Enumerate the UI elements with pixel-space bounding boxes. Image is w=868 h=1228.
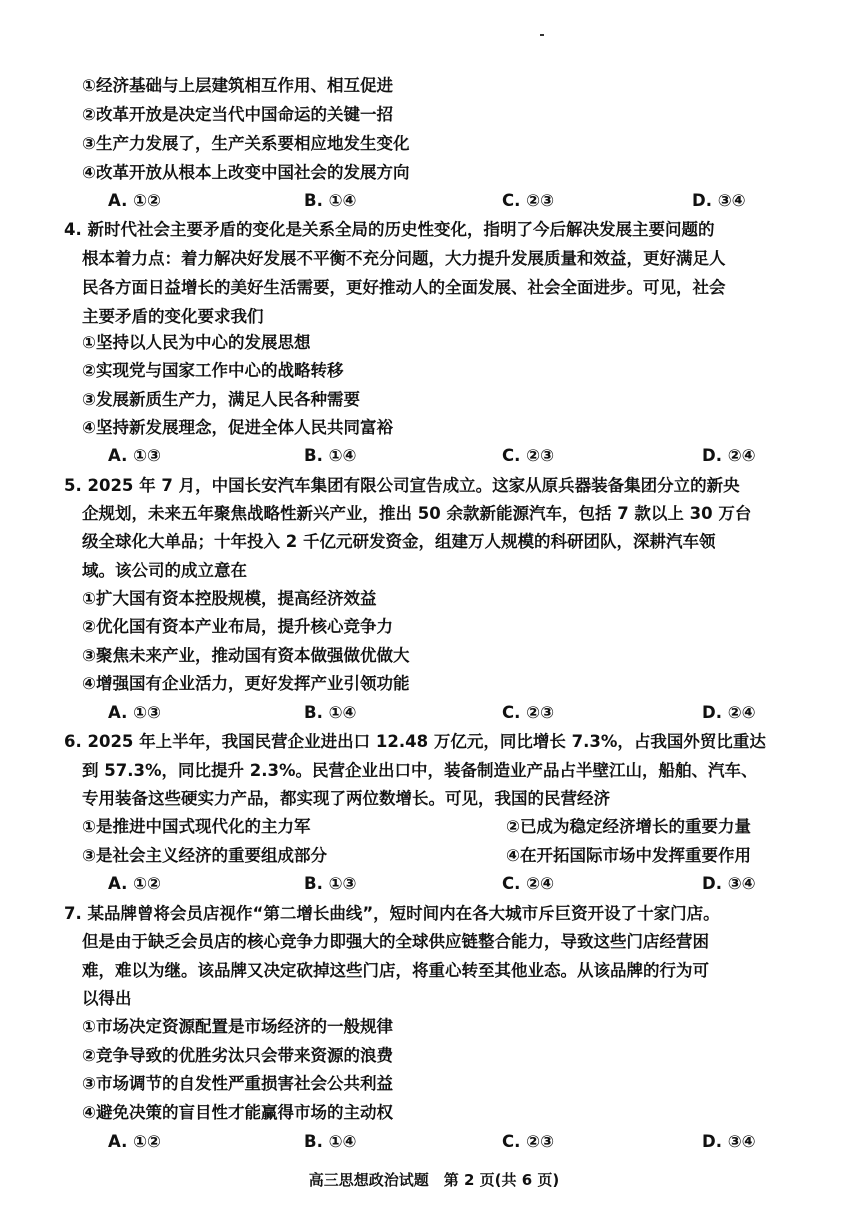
q4-stem-4: 主要矛盾的变化要求我们: [82, 307, 264, 326]
q6-options: [108, 870, 828, 898]
q4-item-1: ①坚持以人民为中心的发展思想: [82, 333, 311, 352]
q5-option-d: D. ②④: [702, 703, 756, 722]
q3-item-1: ①经济基础与上层建筑相互作用、相互促进: [82, 76, 393, 95]
q4-option-b: B. ①④: [304, 446, 357, 465]
q6-stem-1: 6. 2025 年上半年，我国民营企业进出口 12.48 万亿元，同比增长 7.3%，占我国外贸比重达: [64, 732, 766, 751]
q4-option-d: D. ②④: [702, 446, 756, 465]
q7-item-4: ④避免决策的盲目性才能赢得市场的主动权: [82, 1103, 393, 1122]
q6-stem-2: 到 57.3%，同比提升 2.3%。民营企业出口中，装备制造业产品占半壁江山，船舶、汽车、: [82, 761, 758, 780]
q7-option-b: B. ①④: [304, 1132, 357, 1151]
q3-options: [108, 187, 828, 215]
q4-options: [108, 442, 828, 470]
q5-stem-4: 域。该公司的成立意在: [82, 561, 247, 580]
q7-item-3: ③市场调节的自发性严重损害社会公共利益: [82, 1074, 393, 1093]
q4-stem-1: 4. 新时代社会主要矛盾的变化是关系全局的历史性变化，指明了今后解决发展主要问题的: [64, 220, 715, 239]
q5-item-4: ④增强国有企业活力，更好发挥产业引领功能: [82, 674, 410, 693]
q3-option-d: D. ③④: [692, 191, 746, 210]
q3-option-c: C. ②③: [502, 191, 555, 210]
q6-item-2: ②已成为稳定经济增长的重要力量: [506, 817, 751, 836]
q4-item-4: ④坚持新发展理念，促进全体人民共同富裕: [82, 418, 393, 437]
q3-option-b: B. ①④: [304, 191, 357, 210]
q3-option-a: A. ①②: [108, 191, 162, 210]
q4-stem-2: 根本着力点：着力解决好发展不平衡不充分问题，大力提升发展质量和效益，更好满足人: [82, 249, 726, 268]
q6-option-d: D. ③④: [702, 874, 756, 893]
q7-option-c: C. ②③: [502, 1132, 555, 1151]
q6-option-b: B. ①③: [304, 874, 357, 893]
q5-item-2: ②优化国有资本产业布局，提升核心竞争力: [82, 617, 393, 636]
q3-item-2: ②改革开放是决定当代中国命运的关键一招: [82, 105, 393, 124]
q7-item-2: ②竞争导致的优胜劣汰只会带来资源的浪费: [82, 1046, 393, 1065]
q4-stem-3: 民各方面日益增长的美好生活需要，更好推动人的全面发展、社会全面进步。可见，社会: [82, 278, 726, 297]
q7-stem-4: 以得出: [82, 989, 132, 1008]
q6-option-a: A. ①②: [108, 874, 162, 893]
q6-items-row-2: [82, 842, 828, 870]
q5-option-a: A. ①③: [108, 703, 162, 722]
q6-stem-3: 专用装备这些硬实力产品，都实现了两位数增长。可见，我国的民营经济: [82, 789, 610, 808]
q5-options: [108, 699, 828, 727]
q7-options: [108, 1128, 828, 1156]
scan-speck: [540, 34, 544, 36]
q6-option-c: C. ②④: [502, 874, 555, 893]
q5-stem-2: 企规划，未来五年聚焦战略性新兴产业，推出 50 余款新能源汽车，包括 7 款以上 30 万台: [82, 504, 752, 523]
q5-item-3: ③聚焦未来产业，推动国有资本做强做优做大: [82, 646, 410, 665]
q6-item-3: ③是社会主义经济的重要组成部分: [82, 846, 327, 865]
q7-stem-1: 7. 某品牌曾将会员店视作“第二增长曲线”，短时间内在各大城市斥巨资开设了十家门店。: [64, 904, 720, 923]
q6-item-1: ①是推进中国式现代化的主力军: [82, 817, 311, 836]
q3-item-4: ④改革开放从根本上改变中国社会的发展方向: [82, 163, 410, 182]
q5-stem-1: 5. 2025 年 7 月，中国长安汽车集团有限公司宣告成立。这家从原兵器装备集团分立的新央: [64, 476, 740, 495]
page-footer: 高三思想政治试题 第 2 页(共 6 页): [308, 1171, 560, 1189]
q4-option-c: C. ②③: [502, 446, 555, 465]
q7-stem-3: 难，难以为继。该品牌又决定砍掉这些门店，将重心转至其他业态。从该品牌的行为可: [82, 961, 709, 980]
q5-stem-3: 级全球化大单品；十年投入 2 千亿元研发资金，组建万人规模的科研团队，深耕汽车领: [82, 532, 716, 551]
q5-option-b: B. ①④: [304, 703, 357, 722]
q3-item-3: ③生产力发展了，生产关系要相应地发生变化: [82, 134, 410, 153]
q7-stem-2: 但是由于缺乏会员店的核心竞争力即强大的全球供应链整合能力，导致这些门店经营困: [82, 932, 709, 951]
q6-items-row-1: [82, 813, 828, 841]
q7-option-d: D. ③④: [702, 1132, 756, 1151]
q4-item-2: ②实现党与国家工作中心的战略转移: [82, 361, 344, 380]
q6-item-4: ④在开拓国际市场中发挥重要作用: [506, 846, 751, 865]
q5-option-c: C. ②③: [502, 703, 555, 722]
q7-item-1: ①市场决定资源配置是市场经济的一般规律: [82, 1017, 393, 1036]
q5-item-1: ①扩大国有资本控股规模，提高经济效益: [82, 589, 377, 608]
q4-option-a: A. ①③: [108, 446, 162, 465]
q4-item-3: ③发展新质生产力，满足人民各种需要: [82, 390, 360, 409]
q7-option-a: A. ①②: [108, 1132, 162, 1151]
